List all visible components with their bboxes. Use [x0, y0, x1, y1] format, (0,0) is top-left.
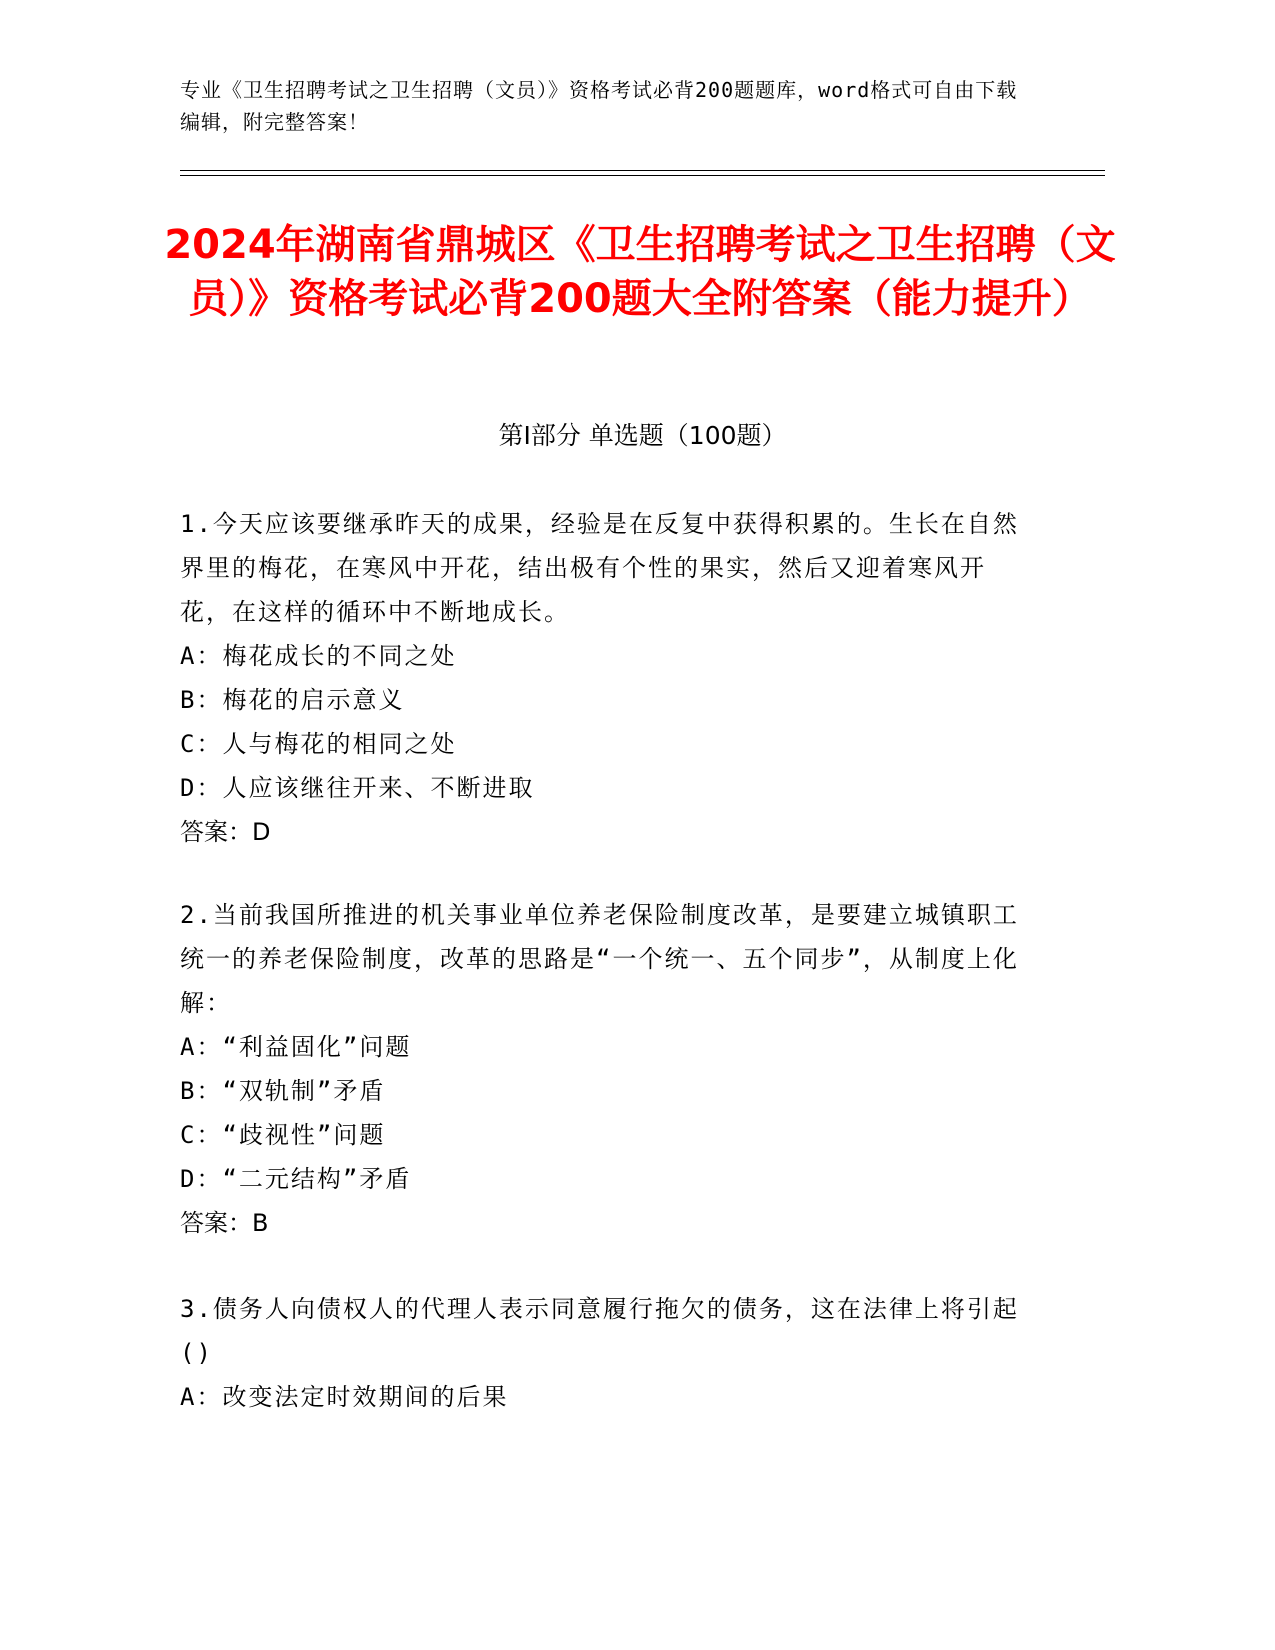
option-d: D：人应该继往开来、不断进取 — [180, 774, 535, 802]
question-stem: 2.当前我国所推进的机关事业单位养老保险制度改革，是要建立城镇职工统一的养老保险制度，改革的思路是“一个统一、五个同步”，从制度上化解： — [180, 901, 1019, 1017]
question-2 — [180, 893, 1030, 1245]
option-a: A：梅花成长的不同之处 — [180, 642, 457, 670]
question-1 — [180, 502, 1030, 854]
header-note: 专业《卫生招聘考试之卫生招聘（文员）》资格考试必背200题题库，word格式可自由下载编辑，附完整答案！ — [180, 78, 1018, 134]
option-c: C：人与梅花的相同之处 — [180, 730, 457, 758]
header-divider-top — [180, 170, 1105, 171]
option-b: B：“双轨制”矛盾 — [180, 1077, 386, 1105]
option-c: C：“歧视性”问题 — [180, 1121, 386, 1149]
answer: 答案：D — [180, 818, 271, 846]
option-d: D：“二元结构”矛盾 — [180, 1165, 412, 1193]
answer: 答案：B — [180, 1209, 269, 1237]
option-b: B：梅花的启示意义 — [180, 686, 405, 714]
document-title: 2024年湖南省鼎城区《卫生招聘考试之卫生招聘（文员）》资格考试必背200题大全附答案（能力提升） — [164, 222, 1116, 322]
option-a: A：改变法定时效期间的后果 — [180, 1383, 509, 1411]
question-3 — [180, 1287, 1030, 1419]
header-divider-bottom — [180, 175, 1105, 176]
section-heading: 第I部分 单选题（100题） — [498, 421, 787, 450]
question-stem: 1.今天应该要继承昨天的成果，经验是在反复中获得积累的。生长在自然界里的梅花，在寒风中开花，结出极有个性的果实，然后又迎着寒风开花，在这样的循环中不断地成长。 — [180, 510, 1019, 626]
option-a: A：“利益固化”问题 — [180, 1033, 412, 1061]
question-stem: 3.债务人向债权人的代理人表示同意履行拖欠的债务，这在法律上将引起() — [180, 1295, 1019, 1367]
